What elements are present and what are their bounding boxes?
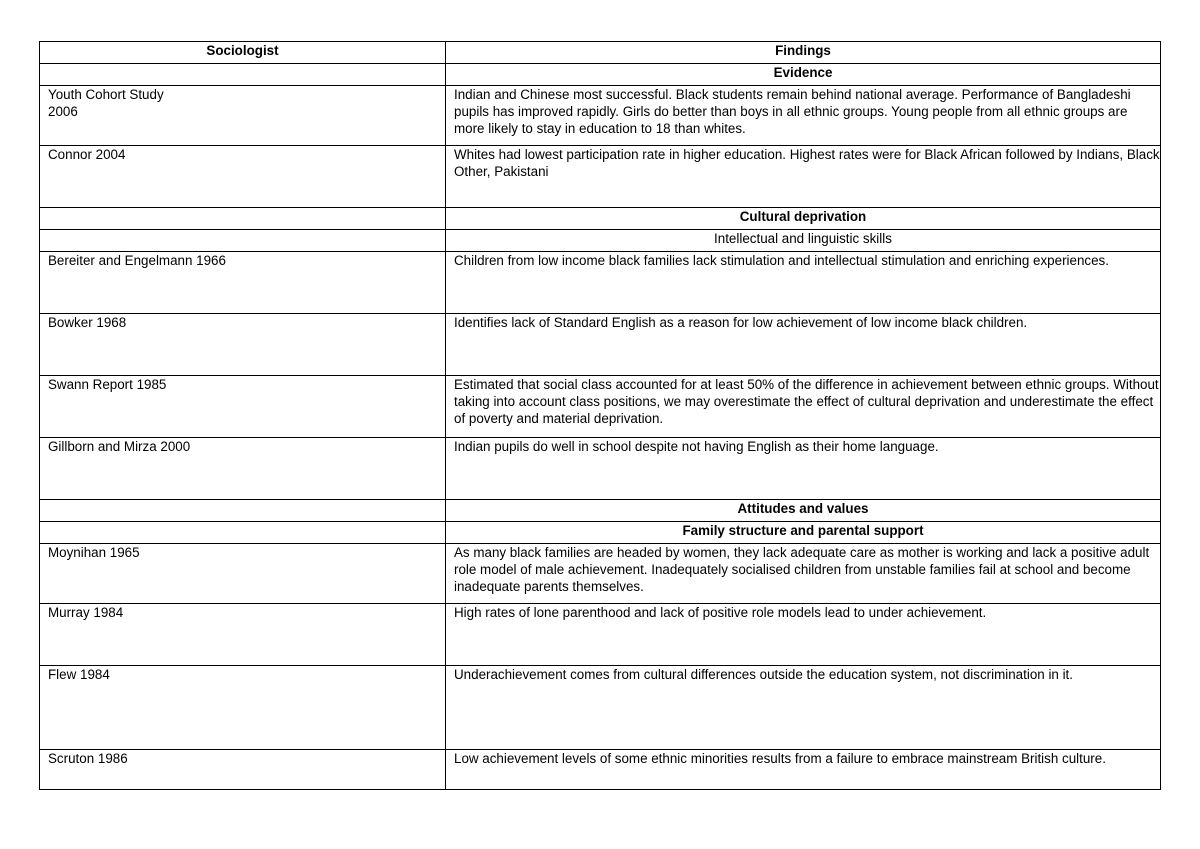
header-sociologist: Sociologist [40, 42, 446, 64]
table-row [40, 544, 1161, 604]
table-row [40, 252, 1161, 314]
table-row [40, 314, 1161, 376]
header-findings: Findings [446, 42, 1161, 64]
sociologist-cell: Youth Cohort Study 2006 [40, 86, 446, 146]
sociologist-cell: Bereiter and Engelmann 1966 [40, 252, 446, 314]
table-row [40, 86, 1161, 146]
table-header-row [40, 42, 1161, 64]
empty-cell [40, 230, 446, 252]
sociologist-cell: Scruton 1986 [40, 750, 446, 790]
finding-cell: Children from low income black families lack stimulation and intellectual stimulation and enriching experiences. [446, 252, 1161, 314]
sociologist-cell: Swann Report 1985 [40, 376, 446, 438]
finding-cell: Underachievement comes from cultural differences outside the education system, not discrimination in it. [446, 666, 1161, 750]
finding-cell: Indian and Chinese most successful. Black students remain behind national average. Performance of Bangladeshi pupils has improved rapidly. Girls do better than boys in all ethnic groups. Young people from all ethnic groups are more likely to stay in education to 18 than whites. [446, 86, 1161, 146]
finding-cell: Estimated that social class accounted for at least 50% of the difference in achievement between ethnic groups. Without taking into account class positions, we may overestimate the effect of cultural deprivation and underestimate the effect of poverty and material deprivation. [446, 376, 1161, 438]
sociology-findings-table [39, 41, 1161, 790]
section-row [40, 522, 1161, 544]
table-row [40, 666, 1161, 750]
finding-cell: Identifies lack of Standard English as a reason for low achievement of low income black children. [446, 314, 1161, 376]
finding-cell: As many black families are headed by women, they lack adequate care as mother is working and lack a positive adult role model of male achievement. Inadequately socialised children from unstable families fail at school and become inadequate parents themselves. [446, 544, 1161, 604]
section-cultural-deprivation: Cultural deprivation [446, 208, 1161, 230]
section-attitudes-values: Attitudes and values [446, 500, 1161, 522]
finding-cell: Whites had lowest participation rate in higher education. Highest rates were for Black African followed by Indians, Black Other, Pakistani [446, 146, 1161, 208]
section-row [40, 230, 1161, 252]
table-row [40, 750, 1161, 790]
empty-cell [40, 522, 446, 544]
sociologist-cell: Murray 1984 [40, 604, 446, 666]
table-row [40, 376, 1161, 438]
section-row [40, 64, 1161, 86]
sociologist-cell: Moynihan 1965 [40, 544, 446, 604]
sociologist-cell: Gillborn and Mirza 2000 [40, 438, 446, 500]
section-row [40, 208, 1161, 230]
finding-cell: High rates of lone parenthood and lack of positive role models lead to under achievement. [446, 604, 1161, 666]
section-family-structure: Family structure and parental support [446, 522, 1161, 544]
sociologist-cell: Bowker 1968 [40, 314, 446, 376]
section-evidence: Evidence [446, 64, 1161, 86]
table-row [40, 438, 1161, 500]
section-row [40, 500, 1161, 522]
finding-cell: Low achievement levels of some ethnic minorities results from a failure to embrace mainstream British culture. [446, 750, 1161, 790]
empty-cell [40, 64, 446, 86]
empty-cell [40, 500, 446, 522]
table-row [40, 604, 1161, 666]
finding-cell: Indian pupils do well in school despite not having English as their home language. [446, 438, 1161, 500]
section-intellectual-linguistic: Intellectual and linguistic skills [446, 230, 1161, 252]
sociologist-cell: Flew 1984 [40, 666, 446, 750]
table-row [40, 146, 1161, 208]
empty-cell [40, 208, 446, 230]
sociologist-cell: Connor 2004 [40, 146, 446, 208]
